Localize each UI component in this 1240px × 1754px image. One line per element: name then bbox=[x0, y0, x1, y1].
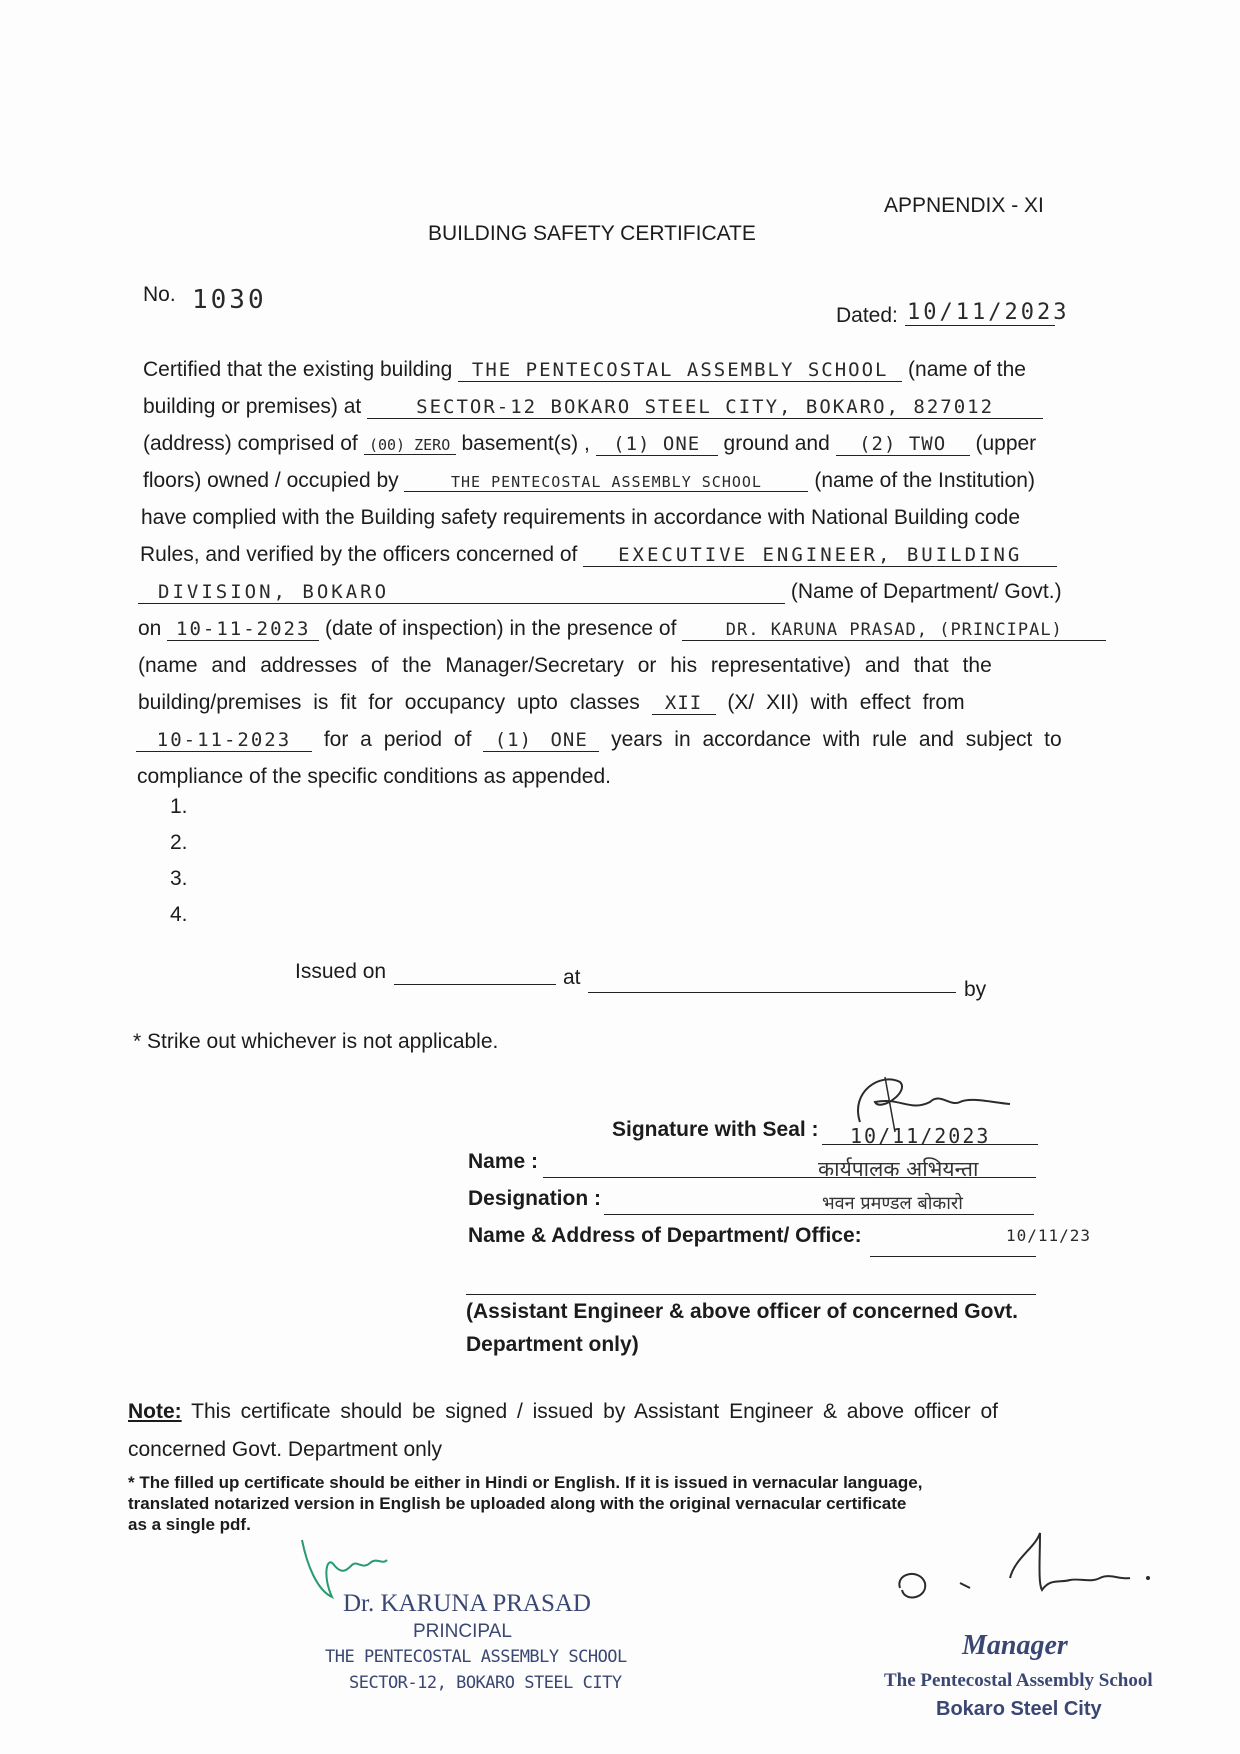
issued-on-blank bbox=[394, 984, 556, 985]
body-text: Rules, and verified by the officers concerned of bbox=[140, 543, 578, 566]
officer-note-2: Department only) bbox=[466, 1333, 639, 1356]
note-text: This certificate should be signed / issued by Assistant Engineer & above officer of bbox=[191, 1400, 999, 1423]
body-line-6 bbox=[140, 543, 1070, 567]
body-line-4 bbox=[143, 469, 1059, 493]
signature-label: Signature with Seal : bbox=[612, 1118, 819, 1141]
building-name-field: THE PENTECOSTAL ASSEMBLY SCHOOL bbox=[458, 359, 902, 382]
body-text: (name of the bbox=[908, 358, 1026, 381]
body-text: (name of the Institution) bbox=[814, 469, 1035, 492]
principal-name: Dr. KARUNA PRASAD bbox=[343, 1590, 591, 1617]
designation-stamp: भवन प्रमण्डल बोकारो bbox=[822, 1193, 963, 1214]
manager-signature bbox=[890, 1528, 1190, 1618]
dated-value: 10/11/2023 bbox=[907, 300, 1070, 325]
presence-field: DR. KARUNA PRASAD, (PRINCIPAL) bbox=[682, 620, 1106, 641]
appendix-label: APPNENDIX - XI bbox=[884, 194, 1044, 217]
issued-on-label: Issued on bbox=[295, 960, 387, 983]
note-line-2: concerned Govt. Department only bbox=[128, 1438, 442, 1461]
department-date: 10/11/23 bbox=[1006, 1226, 1092, 1245]
classes-field: XII bbox=[652, 692, 716, 715]
effect-from-field: 10-11-2023 bbox=[136, 729, 312, 752]
officer-note-1: (Assistant Engineer & above officer of concerned Govt. bbox=[466, 1300, 1018, 1323]
body-line-1 bbox=[143, 358, 1059, 382]
star-note-2: translated notarized version in English be uploaded along with the original vernacular certificate bbox=[128, 1494, 907, 1513]
department-line bbox=[870, 1256, 1036, 1257]
body-line-3 bbox=[143, 432, 1059, 456]
institution-field: THE PENTECOSTAL ASSEMBLY SCHOOL bbox=[404, 473, 808, 492]
body-text: (upper bbox=[975, 432, 1037, 455]
manager-school: The Pentecostal Assembly School bbox=[884, 1670, 1153, 1691]
body-text: (Name of Department/ Govt.) bbox=[790, 580, 1062, 603]
body-line-5: have complied with the Building safety requirements in accordance with National Building code bbox=[141, 506, 1020, 529]
body-line-12: compliance of the specific conditions as appended. bbox=[137, 765, 611, 788]
issued-by-label: by bbox=[964, 978, 987, 1001]
strike-note: * Strike out whichever is not applicable. bbox=[133, 1030, 499, 1053]
department-field-2: DIVISION, BOKARO bbox=[138, 581, 785, 604]
designation-line bbox=[604, 1214, 1034, 1215]
address-field: SECTOR-12 BOKARO STEEL CITY, BOKARO, 827012 bbox=[367, 396, 1043, 419]
body-text: basement(s) , bbox=[461, 432, 590, 455]
body-line-10 bbox=[138, 691, 1068, 715]
issued-at-blank bbox=[588, 992, 956, 993]
star-note-3: as a single pdf. bbox=[128, 1515, 251, 1534]
department-line-2 bbox=[466, 1294, 1036, 1295]
body-line-8 bbox=[138, 617, 1098, 641]
body-line-2 bbox=[143, 395, 1059, 419]
body-text: (X/ XII) with effect from bbox=[727, 691, 965, 714]
note-line-1 bbox=[128, 1400, 998, 1424]
body-line-9: (name and addresses of the Manager/Secretary or his representative) and that the bbox=[138, 654, 992, 677]
star-note-1: * The filled up certificate should be either in Hindi or English. If it is issued in vernacular language, bbox=[128, 1473, 923, 1492]
body-text: (date of inspection) in the presence of bbox=[325, 617, 677, 640]
department-field-1: EXECUTIVE ENGINEER, BUILDING bbox=[583, 544, 1057, 567]
dated-label: Dated: bbox=[836, 304, 898, 327]
dated-field bbox=[905, 300, 1070, 326]
body-line-7 bbox=[138, 580, 1068, 604]
manager-title: Manager bbox=[962, 1630, 1068, 1661]
name-label: Name : bbox=[468, 1150, 539, 1173]
note-label: Note: bbox=[128, 1400, 182, 1423]
body-text: floors) owned / occupied by bbox=[143, 469, 399, 492]
body-text: (address) comprised of bbox=[143, 432, 358, 455]
period-field: (1) ONE bbox=[483, 729, 599, 752]
certificate-title: BUILDING SAFETY CERTIFICATE bbox=[428, 222, 756, 245]
body-line-11 bbox=[136, 728, 1066, 752]
certificate-number: 1030 bbox=[192, 285, 267, 315]
ground-field: (1) ONE bbox=[596, 433, 718, 456]
condition-item: 2. bbox=[170, 831, 188, 854]
condition-item: 4. bbox=[170, 903, 188, 926]
body-text: years in accordance with rule and subject to bbox=[611, 728, 1062, 751]
body-text: on bbox=[138, 617, 162, 640]
inspection-date-field: 10-11-2023 bbox=[167, 618, 319, 641]
body-text: building/premises is fit for occupancy upto classes bbox=[138, 691, 640, 714]
principal-designation: PRINCIPAL bbox=[413, 1621, 512, 1642]
signature-date: 10/11/2023 bbox=[850, 1124, 991, 1148]
department-label: Name & Address of Department/ Office: bbox=[468, 1224, 862, 1247]
basements-field: (00) ZERO bbox=[364, 436, 456, 455]
upper-floors-field: (2) TWO bbox=[836, 433, 970, 456]
issued-at-label: at bbox=[563, 966, 581, 989]
condition-item: 1. bbox=[170, 795, 188, 818]
manager-city: Bokaro Steel City bbox=[936, 1698, 1102, 1720]
principal-address: SECTOR-12, BOKARO STEEL CITY bbox=[349, 1673, 622, 1693]
body-text: building or premises) at bbox=[143, 395, 362, 418]
body-text: for a period of bbox=[323, 728, 472, 751]
body-text: Certified that the existing building bbox=[143, 358, 453, 381]
body-text: ground and bbox=[723, 432, 830, 455]
number-label: No. bbox=[143, 283, 176, 306]
name-stamp: कार्यपालक अभियन्ता bbox=[818, 1157, 979, 1181]
principal-school: THE PENTECOSTAL ASSEMBLY SCHOOL bbox=[325, 1647, 627, 1667]
designation-label: Designation : bbox=[468, 1187, 602, 1210]
condition-item: 3. bbox=[170, 867, 188, 890]
